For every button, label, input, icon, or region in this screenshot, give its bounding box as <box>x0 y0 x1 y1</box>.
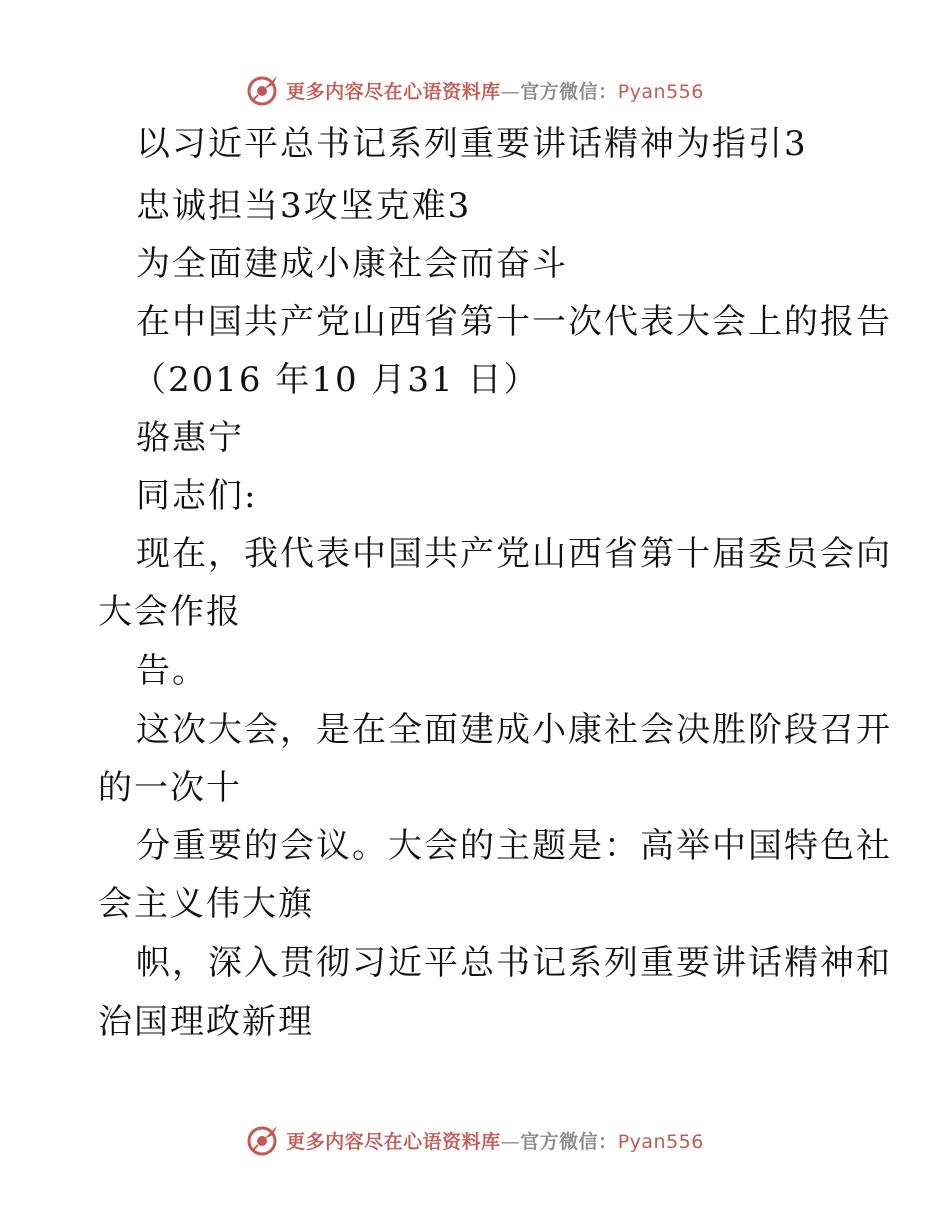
doc-paragraph-line: 治国理政新理 <box>98 1002 314 1042</box>
watermark-dash: — <box>500 80 521 103</box>
doc-date: （2016 年10 月31 日） <box>132 360 540 400</box>
watermark-text <box>286 77 704 104</box>
doc-paragraph-line: 现在，我代表中国共产党山西省第十届委员会向 <box>136 534 892 574</box>
doc-salutation: 同志们: <box>136 476 258 516</box>
doc-title-line-1: 以习近平总书记系列重要讲话精神为指引3 <box>136 124 808 164</box>
doc-subtitle: 在中国共产党山西省第十一次代表大会上的报告 <box>136 302 892 342</box>
watermark-text <box>286 1127 704 1154</box>
doc-paragraph-line: 帜，深入贯彻习近平总书记系列重要讲话精神和 <box>136 943 892 983</box>
watermark-wechat-id: Pyan556 <box>617 1130 704 1153</box>
doc-paragraph-line: 大会作报 <box>98 592 242 632</box>
header-watermark <box>0 70 950 110</box>
doc-paragraph-line: 分重要的会议。大会的主题是：高举中国特色社 <box>136 826 892 866</box>
quill-logo-icon <box>246 1123 280 1157</box>
watermark-wechat-id: Pyan556 <box>617 80 704 103</box>
doc-author: 骆惠宁 <box>136 418 244 458</box>
doc-title-line-3: 为全面建成小康社会而奋斗 <box>136 244 568 284</box>
doc-paragraph-line: 的一次十 <box>98 768 242 808</box>
watermark-dash: — <box>500 1130 521 1153</box>
quill-logo-icon <box>246 73 280 107</box>
doc-paragraph-line: 这次大会，是在全面建成小康社会决胜阶段召开 <box>136 710 892 750</box>
watermark-wechat-label: 官方微信： <box>520 80 618 103</box>
footer-watermark <box>0 1120 950 1160</box>
watermark-wechat-label: 官方微信： <box>520 1130 618 1153</box>
watermark-site-name: 更多内容尽在心语资料库 <box>286 1130 501 1153</box>
watermark-site-name: 更多内容尽在心语资料库 <box>286 80 501 103</box>
doc-paragraph-line: 告。 <box>136 651 208 691</box>
doc-title-line-2: 忠诚担当3攻坚克难3 <box>136 186 472 226</box>
doc-paragraph-line: 会主义伟大旗 <box>98 884 314 924</box>
